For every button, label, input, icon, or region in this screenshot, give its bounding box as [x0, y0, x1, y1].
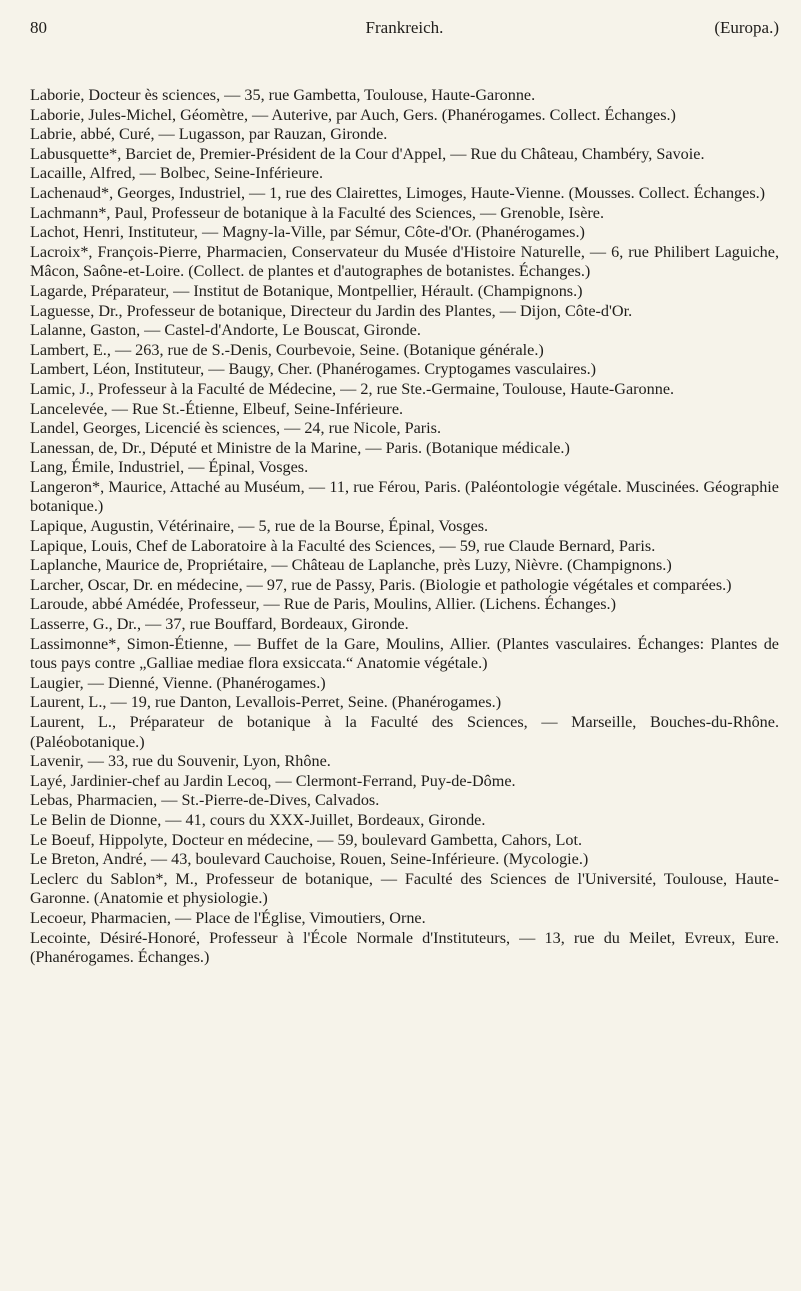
directory-entry: Laplanche, Maurice de, Propriétaire, — Château de Laplanche, près Luzy, Nièvre. (Champignons.): [30, 556, 672, 575]
running-head: [30, 18, 779, 42]
directory-entry: Laroude, abbé Amédée, Professeur, — Rue de Paris, Moulins, Allier. (Lichens. Échanges.): [30, 595, 616, 614]
directory-entry: Lalanne, Gaston, — Castel-d'Andorte, Le Bouscat, Gironde.: [30, 321, 421, 340]
directory-entry: Larcher, Oscar, Dr. en médecine, — 97, rue de Passy, Paris. (Biologie et pathologie végétales et comparées.): [30, 575, 732, 594]
directory-entry: Lebas, Pharmacien, — St.-Pierre-de-Dives, Calvados.: [30, 791, 380, 810]
directory-entry: Lacaille, Alfred, — Bolbec, Seine-Inférieure.: [30, 164, 324, 183]
directory-entry: Lambert, E., — 263, rue de S.-Denis, Courbevoie, Seine. (Botanique générale.): [30, 340, 544, 359]
directory-entry: Labrie, abbé, Curé, — Lugasson, par Rauzan, Gironde.: [30, 125, 388, 144]
directory-entry: Lamic, J., Professeur à la Faculté de Médecine, — 2, rue Ste.-Germaine, Toulouse, Haute-Garonne.: [30, 379, 675, 398]
page-number: 80: [30, 18, 47, 37]
directory-entry: Labusquette*, Barciet de, Premier-Président de la Cour d'Appel, — Rue du Château, Chambéry, Savoie.: [30, 144, 705, 163]
directory-entry: Lasserre, G., Dr., — 37, rue Bouffard, Bordeaux, Gironde.: [30, 615, 409, 634]
directory-entry: Lecoeur, Pharmacien, — Place de l'Église, Vimoutiers, Orne.: [30, 908, 426, 927]
directory-entry: Le Boeuf, Hippolyte, Docteur en médecine, — 59, boulevard Gambetta, Cahors, Lot.: [30, 830, 583, 849]
directory-entry: Le Breton, André, — 43, boulevard Cauchoise, Rouen, Seine-Inférieure. (Mycologie.): [30, 850, 589, 869]
directory-entry: Langeron*, Maurice, Attaché au Muséum, — 11, rue Férou, Paris. (Paléontologie végétale. Muscinées. Géographie botanique.): [30, 477, 779, 516]
directory-entry: Laborie, Jules-Michel, Géomètre, — Auterive, par Auch, Gers. (Phanérogames. Collect. Échanges.): [30, 105, 676, 124]
directory-entry: Lachmann*, Paul, Professeur de botanique à la Faculté des Sciences, — Grenoble, Isère.: [30, 203, 605, 222]
directory-entry: Lanessan, de, Dr., Député et Ministre de la Marine, — Paris. (Botanique médicale.): [30, 438, 570, 457]
directory-entry: Lassimonne*, Simon-Étienne, — Buffet de la Gare, Moulins, Allier. (Plantes vasculaires. Échanges: Plantes de tous pays contre „Galliae mediae flora exsiccata.“ Anatomie végétale.): [30, 634, 779, 673]
directory-entry: Lachot, Henri, Instituteur, — Magny-la-Ville, par Sémur, Côte-d'Or. (Phanérogames.): [30, 223, 585, 242]
directory-entry: Le Belin de Dionne, — 41, cours du XXX-Juillet, Bordeaux, Gironde.: [30, 810, 486, 829]
running-title: Frankreich.: [365, 18, 444, 37]
directory-entry: Landel, Georges, Licencié ès sciences, — 24, rue Nicole, Paris.: [30, 419, 441, 438]
directory-entry: Laborie, Docteur ès sciences, — 35, rue Gambetta, Toulouse, Haute-Garonne.: [30, 86, 536, 104]
directory-entry: Lecointe, Désiré-Honoré, Professeur à l'École Normale d'Instituteurs, — 13, rue du Meilet, Evreux, Eure. (Phanérogames. Échanges.): [30, 928, 779, 967]
directory-entry: Layé, Jardinier-chef au Jardin Lecoq, — Clermont-Ferrand, Puy-de-Dôme.: [30, 771, 516, 790]
entry-list: [30, 86, 779, 968]
directory-entry: Lavenir, — 33, rue du Souvenir, Lyon, Rhône.: [30, 752, 331, 771]
directory-entry: Lancelevée, — Rue St.-Étienne, Elbeuf, Seine-Inférieure.: [30, 399, 404, 418]
directory-entry: Laguesse, Dr., Professeur de botanique, Directeur du Jardin des Plantes, — Dijon, Côte-d'Or.: [30, 301, 633, 320]
directory-entry: Laugier, — Dienné, Vienne. (Phanérogames.): [30, 673, 326, 692]
directory-entry: Lang, Émile, Industriel, — Épinal, Vosges.: [30, 458, 309, 477]
directory-entry: Lapique, Louis, Chef de Laboratoire à la Faculté des Sciences, — 59, rue Claude Bernard, Paris.: [30, 536, 656, 555]
directory-entry: Lacroix*, François-Pierre, Pharmacien, Conservateur du Musée d'Histoire Naturelle, — 6, rue Philibert Laguiche, Mâcon, Saône-et-Loire. (Collect. de plantes et d'autographes de botanistes. Échanges.): [30, 242, 779, 281]
directory-entry: Laurent, L., — 19, rue Danton, Levallois-Perret, Seine. (Phanérogames.): [30, 693, 502, 712]
directory-entry: Laurent, L., Préparateur de botanique à la Faculté des Sciences, — Marseille, Bouches-du-Rhône. (Paléobotanique.): [30, 713, 779, 751]
directory-entry: Lachenaud*, Georges, Industriel, — 1, rue des Clairettes, Limoges, Haute-Vienne. (Mousses. Collect. Échanges.): [30, 183, 766, 202]
directory-entry: Lambert, Léon, Instituteur, — Baugy, Cher. (Phanérogames. Cryptogames vasculaires.): [30, 360, 597, 379]
running-region: (Europa.): [714, 18, 779, 37]
directory-entry: Lapique, Augustin, Vétérinaire, — 5, rue de la Bourse, Épinal, Vosges.: [30, 517, 489, 536]
directory-entry: Lagarde, Préparateur, — Institut de Botanique, Montpellier, Hérault. (Champignons.): [30, 281, 583, 300]
directory-entry: Leclerc du Sablon*, M., Professeur de botanique, — Faculté des Sciences de l'Université, Toulouse, Haute-Garonne. (Anatomie et physiologie.): [30, 869, 779, 908]
